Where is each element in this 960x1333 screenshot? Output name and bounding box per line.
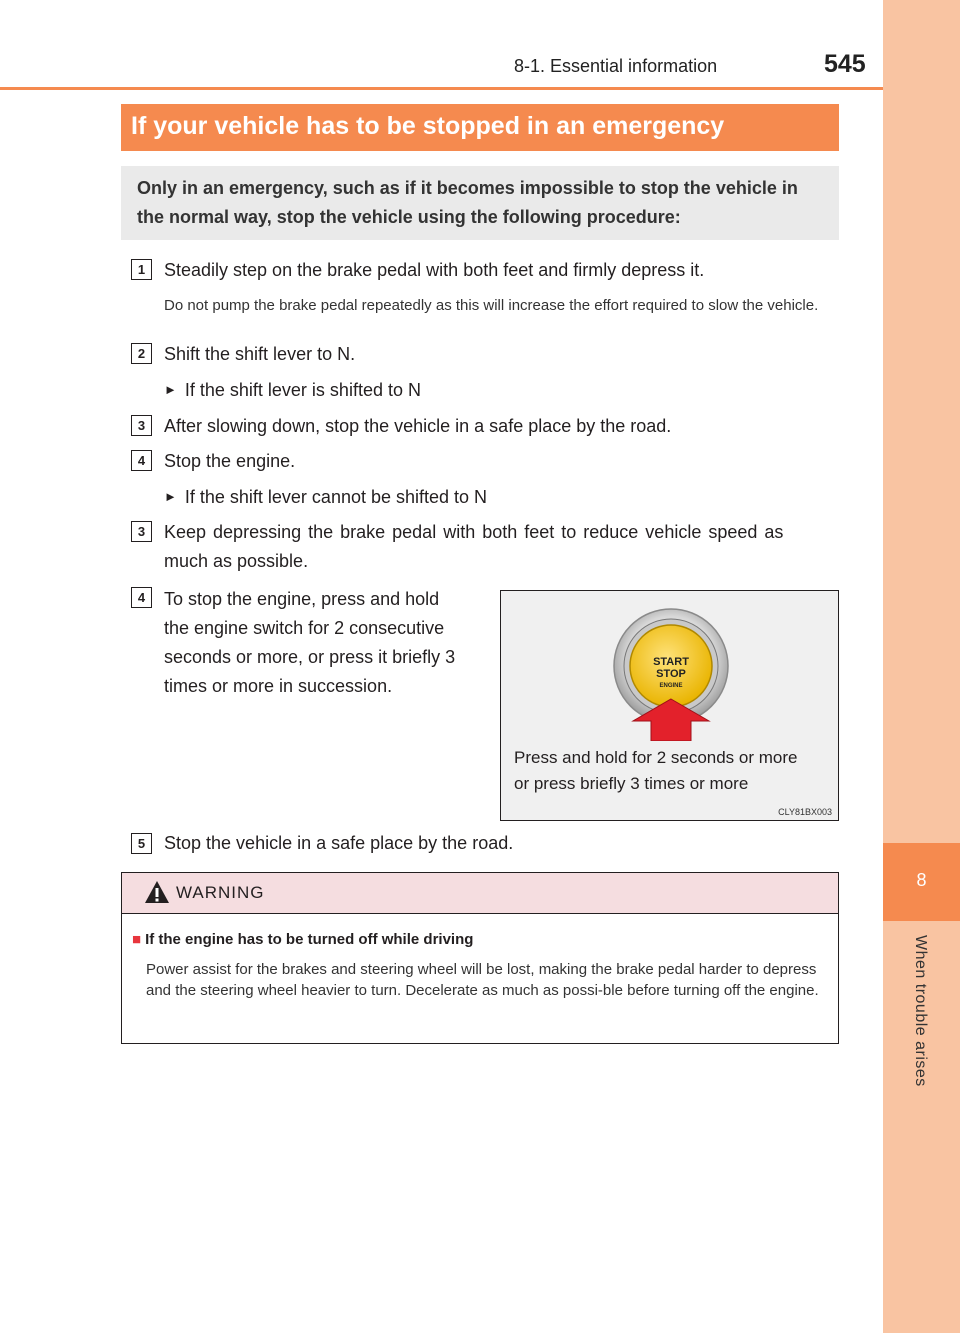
page-number: 545 <box>824 50 866 78</box>
header-section-title: 8-1. Essential information <box>514 56 718 76</box>
step-number-badge: 4 <box>131 450 152 471</box>
step-number-badge: 5 <box>131 833 152 854</box>
step-text: To stop the engine, press and hold the engine switch for 2 consecutive seconds or more, or press it briefly 3 times or more in succession. <box>164 589 456 696</box>
intro-box: Only in an emergency, such as if it becomes impossible to stop the vehicle in the normal way, stop the vehicle using the following procedure: <box>121 166 839 240</box>
step-text: Shift the shift lever to N. <box>164 344 356 364</box>
condition-heading: ► If the shift lever is shifted to N <box>164 380 421 400</box>
warning-body: Power assist for the brakes and steering wheel will be lost, making the brake pedal harder to depress and the steering wheel heavier to turn. Decelerate as much as possi-ble before turning off the engine. <box>146 961 819 999</box>
step-text: Stop the engine. <box>164 451 296 471</box>
warning-triangle-icon <box>144 880 170 904</box>
step-text: Keep depressing the brake pedal with both feet to reduce vehicle speed as much as possible. <box>164 522 784 571</box>
step-number-badge: 1 <box>131 259 152 280</box>
figure-code: CLY81BX003 <box>778 807 832 817</box>
header-divider <box>0 87 883 90</box>
condition-heading: ► If the shift lever cannot be shifted to N <box>164 487 488 507</box>
chapter-number: 8 <box>883 843 960 921</box>
button-label-engine: ENGINE <box>659 683 683 689</box>
red-square-icon: ■ <box>132 931 142 948</box>
step-note: Do not pump the brake pedal repeatedly as this will increase the effort required to slow the vehicle. <box>164 297 819 314</box>
warning-header <box>122 873 838 914</box>
step-number-badge: 3 <box>131 415 152 436</box>
step-text: Stop the vehicle in a safe place by the road. <box>164 833 514 853</box>
figure-caption: Press and hold for 2 seconds or more or press briefly 3 times or more <box>514 748 798 793</box>
engine-switch-drawing <box>501 591 838 741</box>
triangle-right-icon: ► <box>164 489 177 504</box>
step-number-badge: 4 <box>131 587 152 608</box>
triangle-right-icon: ► <box>164 382 177 397</box>
warning-box <box>121 872 839 1044</box>
engine-switch-illustration <box>500 590 839 821</box>
section-title: If your vehicle has to be stopped in an emergency <box>121 104 839 151</box>
step-number-badge: 2 <box>131 343 152 364</box>
step-text: Steadily step on the brake pedal with both feet and firmly depress it. <box>164 260 705 280</box>
step-text: After slowing down, stop the vehicle in a safe place by the road. <box>164 416 672 436</box>
button-label-stop: STOP <box>656 668 686 680</box>
button-label-start: START <box>653 656 689 668</box>
step-number-badge: 3 <box>131 521 152 542</box>
chapter-sidebar <box>883 0 960 1333</box>
warning-title: ■ If the engine has to be turned off while driving <box>132 931 474 948</box>
chapter-title: When trouble arises <box>912 935 929 1087</box>
warning-label: WARNING <box>176 883 265 902</box>
